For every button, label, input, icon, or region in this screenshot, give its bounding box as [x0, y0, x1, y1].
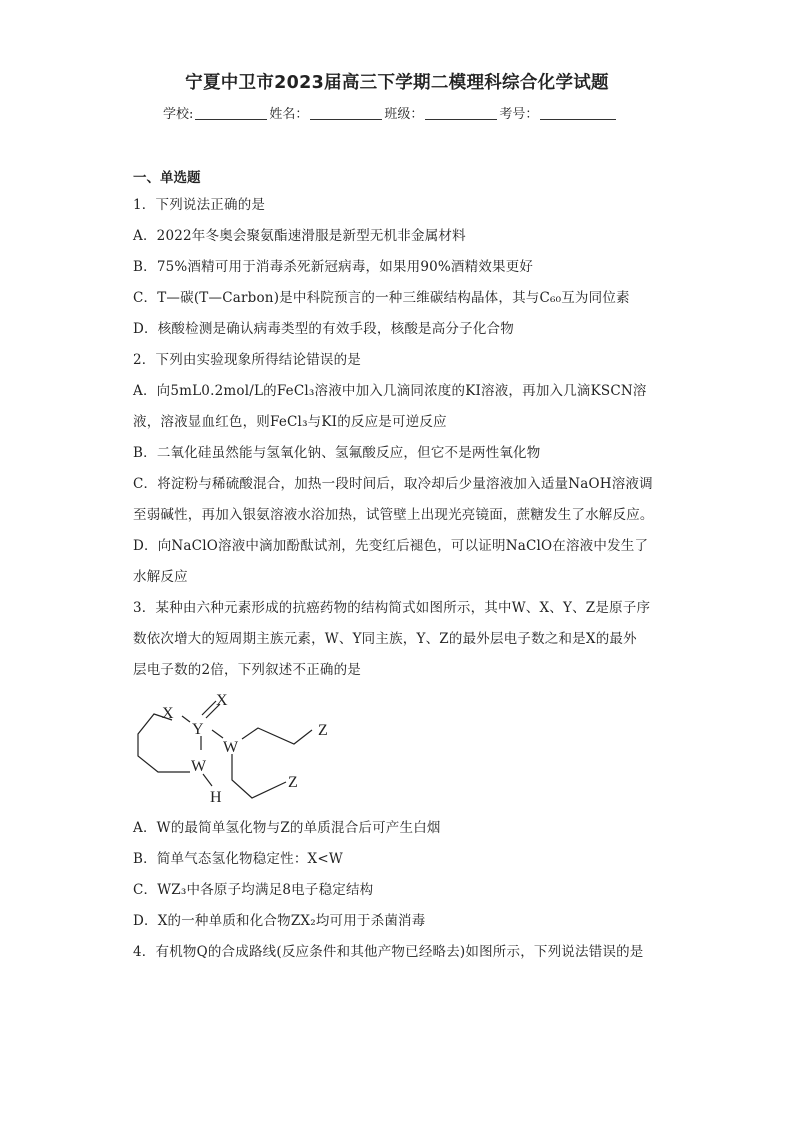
question-3-option-d: D．X的一种单质和化合物ZX₂均可用于杀菌消毒: [133, 913, 426, 929]
name-label: 姓名：: [269, 107, 309, 122]
question-1-option-c: C．T—碳(T—Carbon)是中科院预言的一种三维碳结构晶体，其与C₆₀互为同位素: [133, 290, 630, 306]
class-label: 班级：: [384, 107, 424, 122]
question-1-option-a: A．2022年冬奥会聚氨酯速滑服是新型无机非金属材料: [133, 228, 466, 244]
question-2-option-d-cont: 水解反应: [133, 569, 188, 585]
question-2-option-c: C．将淀粉与稀硫酸混合，加热一段时间后，取冷却后少量溶液加入适量NaOH溶液调: [133, 476, 653, 492]
atom-z-2: Z: [288, 774, 298, 791]
section-title: 一、单选题: [133, 170, 201, 186]
question-3-option-b: B．简单气态氢化物稳定性：X<W: [133, 851, 343, 867]
number-blank[interactable]: [540, 106, 616, 120]
question-2-option-d: D．向NaClO溶液中滴加酚酞试剂，先变红后褪色，可以证明NaClO在溶液中发生了: [133, 538, 649, 554]
question-4-stem: 4．有机物Q的合成路线(反应条件和其他产物已经略去)如图所示，下列说法错误的是: [133, 944, 644, 960]
question-1-option-d: D．核酸检测是确认病毒类型的有效手段，核酸是高分子化合物: [133, 321, 514, 337]
atom-x-top: X: [216, 692, 228, 709]
atom-z-1: Z: [318, 722, 328, 739]
question-3-stem-cont: 数依次增大的短周期主族元素，W、Y同主族，Y、Z的最外层电子数之和是X的最外: [133, 631, 637, 647]
chain-1: [242, 728, 312, 744]
atom-w-ring: W: [191, 758, 207, 775]
question-2-stem: 2．下列由实验现象所得结论错误的是: [133, 352, 361, 368]
question-3-option-c: C．WZ₃中各原子均满足8电子稳定结构: [133, 882, 374, 898]
question-1-option-b: B．75%酒精可用于消毒杀死新冠病毒，如果用90%酒精效果更好: [133, 259, 534, 275]
question-3-option-a: A．W的最简单氢化物与Z的单质混合后可产生白烟: [133, 820, 441, 836]
question-2-option-c-cont: 至弱碱性，再加入银氨溶液水浴加热，试管壁上出现光亮镜面，蔗糖发生了水解反应。: [133, 507, 654, 523]
y-x-double-bond-1: [202, 701, 216, 715]
question-2-option-b: B．二氧化硅虽然能与氢氧化钠、氢氟酸反应，但它不是两性氧化物: [133, 445, 541, 461]
number-label: 考号：: [499, 107, 539, 122]
atom-x-ring: X: [162, 705, 174, 722]
question-3-stem: 3．某种由六种元素形成的抗癌药物的结构简式如图所示，其中W、X、Y、Z是原子序: [133, 600, 651, 616]
atom-w-chain: W: [223, 739, 239, 756]
school-blank[interactable]: [195, 106, 267, 120]
atom-h: H: [210, 789, 222, 806]
ring-bonds: [138, 714, 190, 772]
chain-2: [232, 754, 286, 798]
x-y-bond: [182, 716, 190, 722]
name-blank[interactable]: [310, 106, 382, 120]
question-2-option-a-cont: 液，溶液显血红色，则FeCl₃与KI的反应是可逆反应: [133, 414, 447, 430]
page-title: 宁夏中卫市2023届高三下学期二模理科综合化学试题: [185, 73, 609, 93]
question-3-stem-cont2: 层电子数的2倍，下列叙述不正确的是: [133, 662, 361, 678]
question-1-stem: 1．下列说法正确的是: [133, 197, 266, 213]
school-label: 学校:: [163, 107, 194, 122]
structure-diagram: [128, 688, 358, 808]
question-2-option-a: A．向5mL0.2mol/L的FeCl₃溶液中加入几滴同浓度的KI溶液，再加入几滴KSCN溶: [133, 383, 647, 399]
student-info-row: [163, 103, 618, 122]
w-h-bond: [203, 774, 212, 786]
atom-y: Y: [192, 721, 204, 738]
y-wchain-bond: [212, 730, 223, 738]
class-blank[interactable]: [425, 106, 497, 120]
